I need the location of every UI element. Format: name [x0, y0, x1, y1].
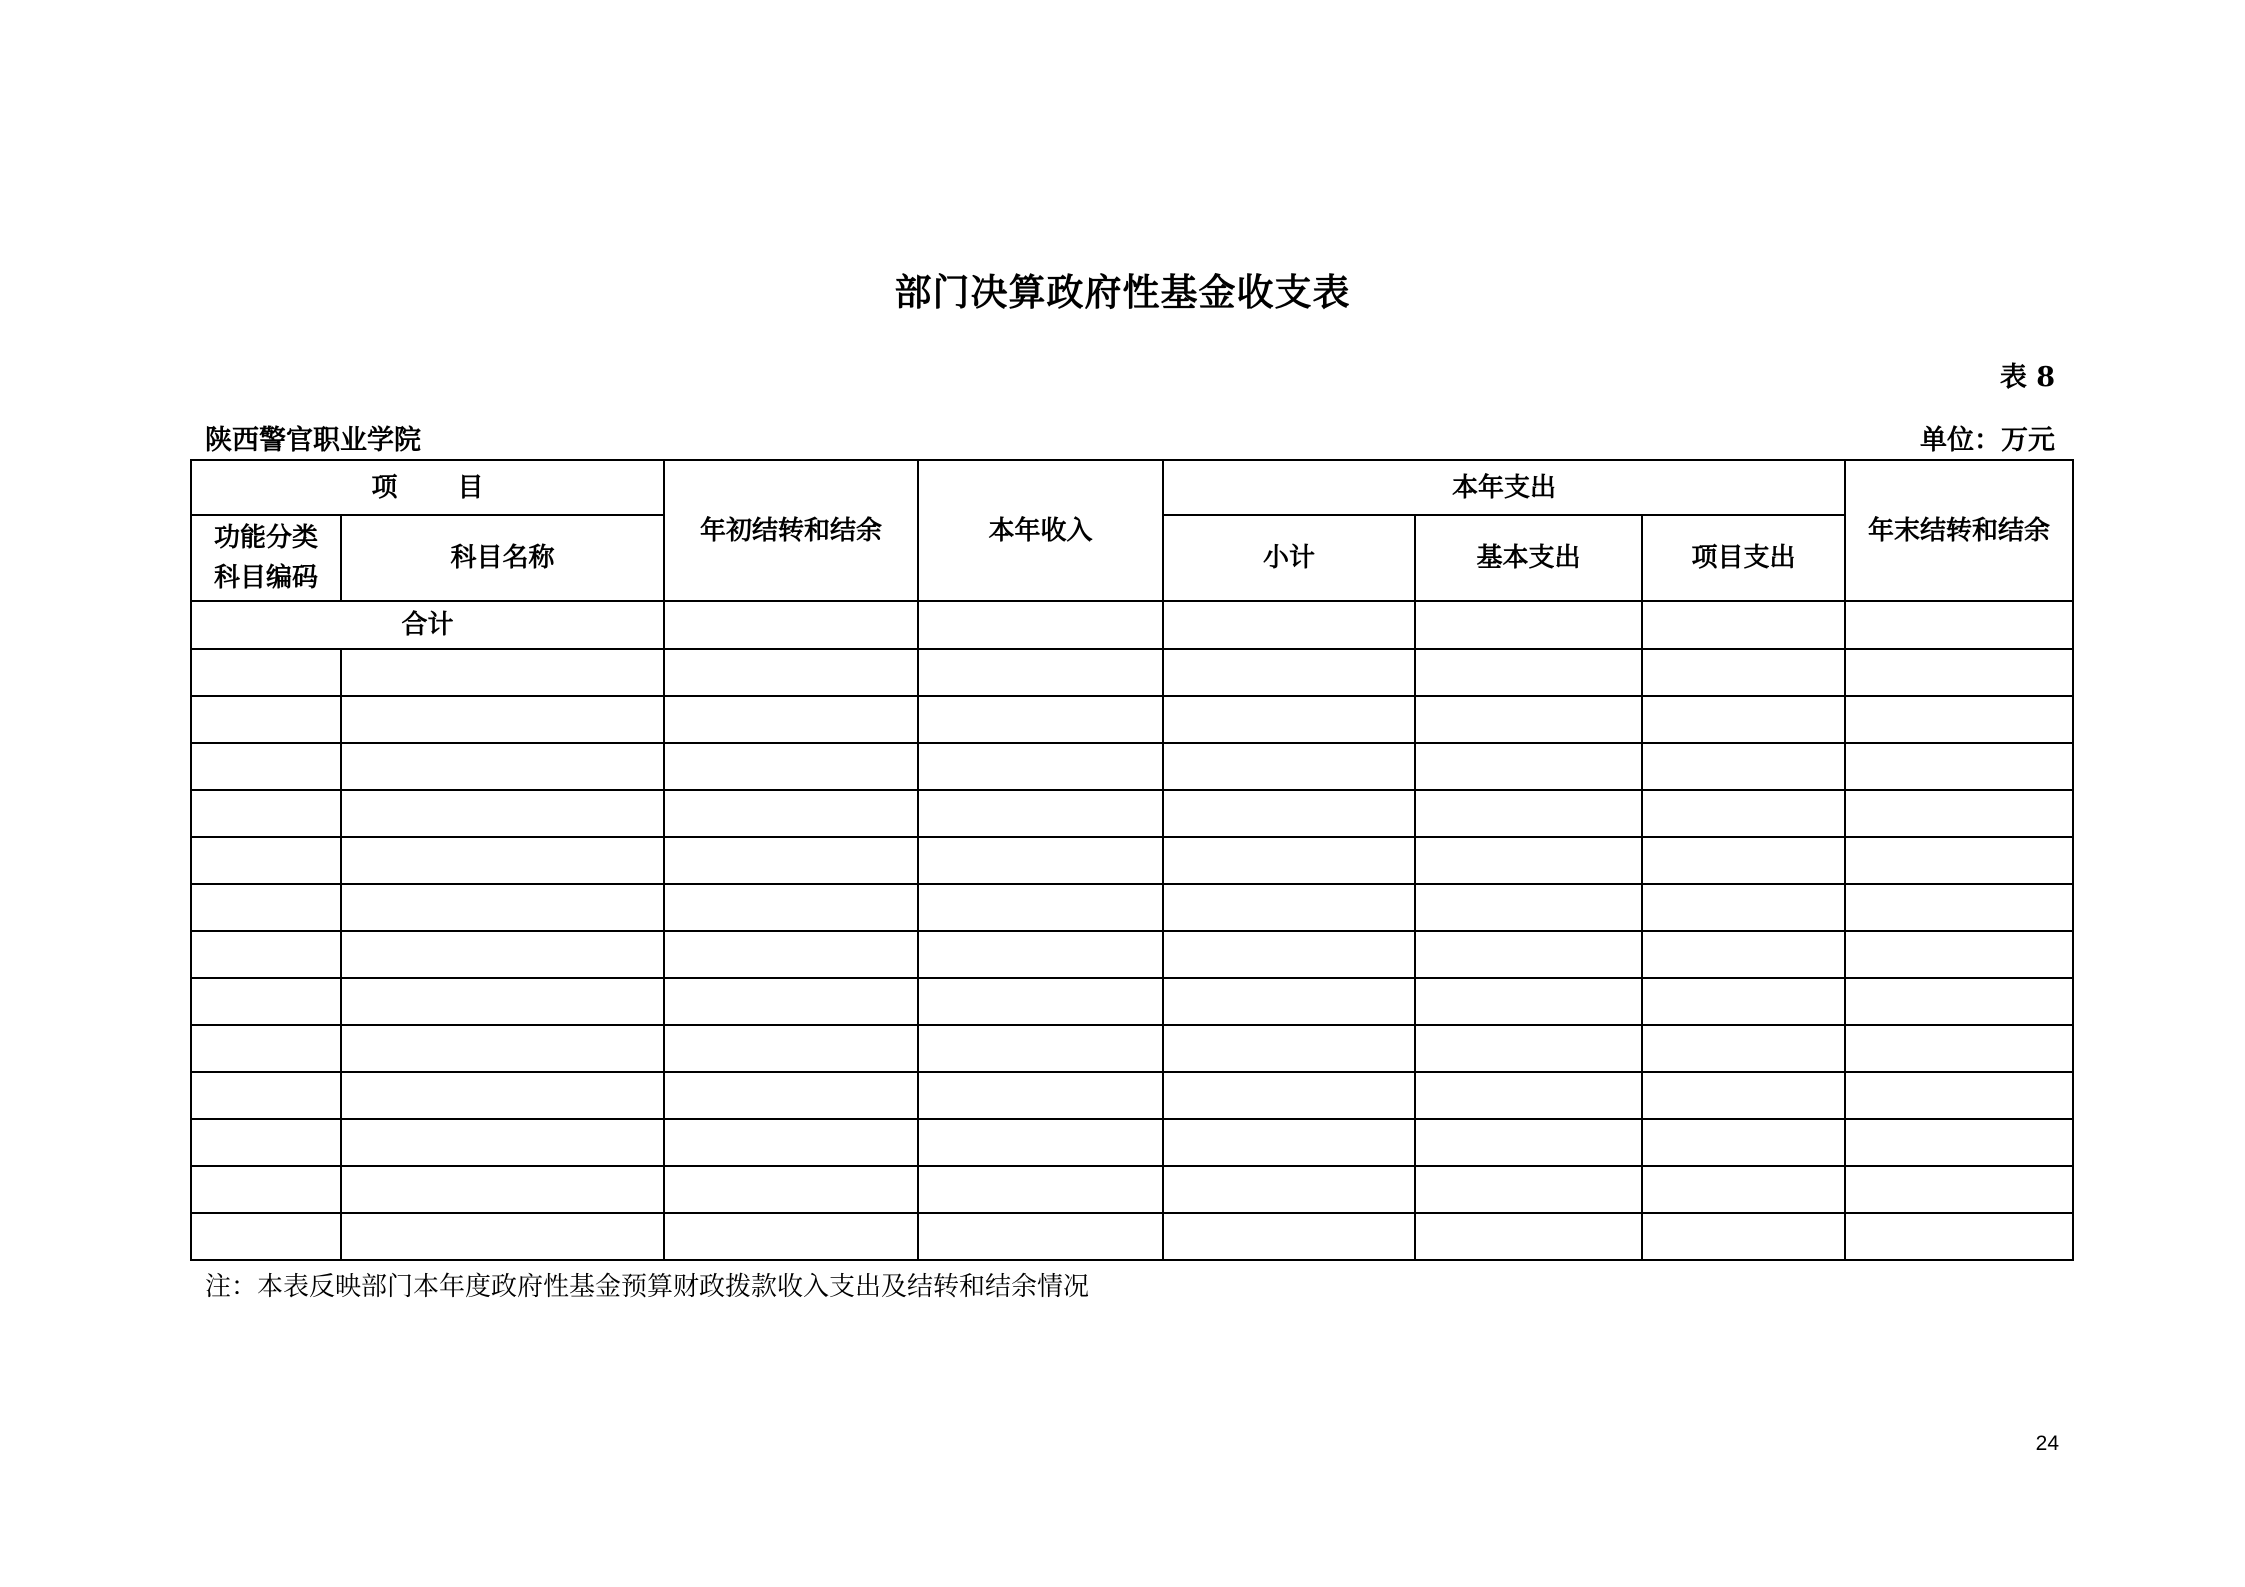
- table-cell: [191, 978, 341, 1025]
- table-cell: [664, 931, 918, 978]
- table-cell: [1415, 1025, 1642, 1072]
- table-cell: [1845, 837, 2073, 884]
- table-cell: [664, 1119, 918, 1166]
- total-cell: [1163, 601, 1415, 649]
- table-row: [191, 1072, 2073, 1119]
- table-cell: [341, 1213, 664, 1260]
- unit-label: 单位：万元: [1920, 425, 2055, 456]
- table-cell: [191, 1119, 341, 1166]
- table-cell: [664, 1166, 918, 1213]
- table-cell: [1845, 1213, 2073, 1260]
- table-cell: [341, 1119, 664, 1166]
- table-cell: [918, 696, 1163, 743]
- table-cell: [1415, 1213, 1642, 1260]
- page-number: 24: [2035, 1432, 2059, 1455]
- table-cell: [1415, 1072, 1642, 1119]
- total-cell: [664, 601, 918, 649]
- table-cell: [1845, 978, 2073, 1025]
- table-cell: [341, 1025, 664, 1072]
- table-cell: [1163, 1025, 1415, 1072]
- table-cell: [1415, 931, 1642, 978]
- table-cell: [1642, 1213, 1845, 1260]
- header-project-expense: 项目支出: [1642, 515, 1845, 601]
- table-number: 表 8: [1999, 362, 2055, 393]
- table-cell: [1415, 1166, 1642, 1213]
- table-cell: [341, 790, 664, 837]
- table-cell: [1642, 696, 1845, 743]
- total-label: 合计: [191, 601, 664, 649]
- table-cell: [1642, 743, 1845, 790]
- table-cell: [664, 790, 918, 837]
- table-cell: [341, 649, 664, 696]
- table-cell: [664, 1213, 918, 1260]
- table-cell: [664, 649, 918, 696]
- table-cell: [918, 649, 1163, 696]
- table-row: [191, 1166, 2073, 1213]
- table-row: [191, 790, 2073, 837]
- fund-table: [190, 459, 2074, 1261]
- organization-name: 陕西警官职业学院: [205, 425, 421, 456]
- table-cell: [1642, 837, 1845, 884]
- table-row: [191, 884, 2073, 931]
- table-cell: [341, 1166, 664, 1213]
- total-cell: [1415, 601, 1642, 649]
- table-cell: [918, 1119, 1163, 1166]
- table-cell: [664, 978, 918, 1025]
- table-cell: [664, 837, 918, 884]
- table-cell: [191, 931, 341, 978]
- table-cell: [1845, 1166, 2073, 1213]
- table-cell: [191, 1072, 341, 1119]
- total-row: [191, 601, 2073, 649]
- header-basic-expense: 基本支出: [1415, 515, 1642, 601]
- table-cell: [918, 978, 1163, 1025]
- table-cell: [1163, 696, 1415, 743]
- table-cell: [918, 790, 1163, 837]
- table-cell: [341, 696, 664, 743]
- table-cell: [918, 931, 1163, 978]
- table-cell: [1163, 837, 1415, 884]
- table-cell: [341, 743, 664, 790]
- table-cell: [1845, 1072, 2073, 1119]
- table-cell: [1845, 649, 2073, 696]
- table-cell: [664, 696, 918, 743]
- table-cell: [1845, 743, 2073, 790]
- table-cell: [918, 1025, 1163, 1072]
- total-cell: [1642, 601, 1845, 649]
- table-cell: [1415, 837, 1642, 884]
- table-cell: [341, 837, 664, 884]
- table-cell: [1415, 696, 1642, 743]
- table-cell: [1845, 931, 2073, 978]
- table-cell: [1845, 1025, 2073, 1072]
- header-beginning-balance: 年初结转和结余: [664, 460, 918, 601]
- table-cell: [191, 1025, 341, 1072]
- table-cell: [1642, 1025, 1845, 1072]
- table-cell: [1163, 1119, 1415, 1166]
- table-cell: [1163, 931, 1415, 978]
- table-cell: [191, 884, 341, 931]
- header-current-expense: 本年支出: [1163, 460, 1845, 515]
- header-subject-name: 科目名称: [341, 515, 664, 601]
- table-cell: [1642, 931, 1845, 978]
- table-cell: [1163, 743, 1415, 790]
- table-cell: [1163, 649, 1415, 696]
- header-subtotal: 小计: [1163, 515, 1415, 601]
- table-cell: [1642, 790, 1845, 837]
- table-cell: [1415, 743, 1642, 790]
- table-cell: [191, 1213, 341, 1260]
- total-cell: [918, 601, 1163, 649]
- header-row-1: [191, 460, 2073, 515]
- footnote: 注：本表反映部门本年度政府性基金预算财政拨款收入支出及结转和结余情况: [205, 1272, 1090, 1302]
- table-cell: [1845, 884, 2073, 931]
- table-cell: [664, 1072, 918, 1119]
- table-cell: [1163, 790, 1415, 837]
- table-row: [191, 1025, 2073, 1072]
- header-project: 项 目: [191, 460, 664, 515]
- header-func-code: 功能分类 科目编码: [191, 515, 341, 601]
- total-cell: [1845, 601, 2073, 649]
- table-row: [191, 1213, 2073, 1260]
- table-row: [191, 978, 2073, 1025]
- table-cell: [1163, 1213, 1415, 1260]
- table-cell: [191, 790, 341, 837]
- table-cell: [191, 743, 341, 790]
- table-cell: [1642, 978, 1845, 1025]
- table-cell: [918, 837, 1163, 884]
- table-row: [191, 696, 2073, 743]
- header-current-income: 本年收入: [918, 460, 1163, 601]
- table-cell: [918, 743, 1163, 790]
- page-title: 部门决算政府性基金收支表: [894, 270, 1351, 314]
- table-cell: [1642, 1119, 1845, 1166]
- table-cell: [341, 1072, 664, 1119]
- table-cell: [191, 837, 341, 884]
- table-row: [191, 1119, 2073, 1166]
- table-cell: [664, 884, 918, 931]
- table-cell: [1845, 1119, 2073, 1166]
- table-cell: [1415, 649, 1642, 696]
- table-cell: [341, 884, 664, 931]
- header-ending-balance: 年末结转和结余: [1845, 460, 2073, 601]
- table-cell: [191, 696, 341, 743]
- table-cell: [1163, 1166, 1415, 1213]
- table-cell: [918, 884, 1163, 931]
- table-cell: [341, 978, 664, 1025]
- table-cell: [918, 1072, 1163, 1119]
- table-cell: [341, 931, 664, 978]
- table-cell: [918, 1213, 1163, 1260]
- table-cell: [1642, 1166, 1845, 1213]
- table-cell: [1163, 884, 1415, 931]
- table-cell: [1845, 696, 2073, 743]
- table-cell: [1642, 649, 1845, 696]
- table-row: [191, 931, 2073, 978]
- table-cell: [1642, 884, 1845, 931]
- table-cell: [1845, 790, 2073, 837]
- table-cell: [664, 1025, 918, 1072]
- table-cell: [1163, 978, 1415, 1025]
- table-cell: [1415, 884, 1642, 931]
- table-cell: [1642, 1072, 1845, 1119]
- table-cell: [1415, 1119, 1642, 1166]
- table-cell: [1415, 978, 1642, 1025]
- table-cell: [664, 743, 918, 790]
- table-cell: [191, 649, 341, 696]
- table-row: [191, 837, 2073, 884]
- table-cell: [191, 1166, 341, 1213]
- table-cell: [918, 1166, 1163, 1213]
- table-cell: [1163, 1072, 1415, 1119]
- table-row: [191, 649, 2073, 696]
- table-row: [191, 743, 2073, 790]
- table-cell: [1415, 790, 1642, 837]
